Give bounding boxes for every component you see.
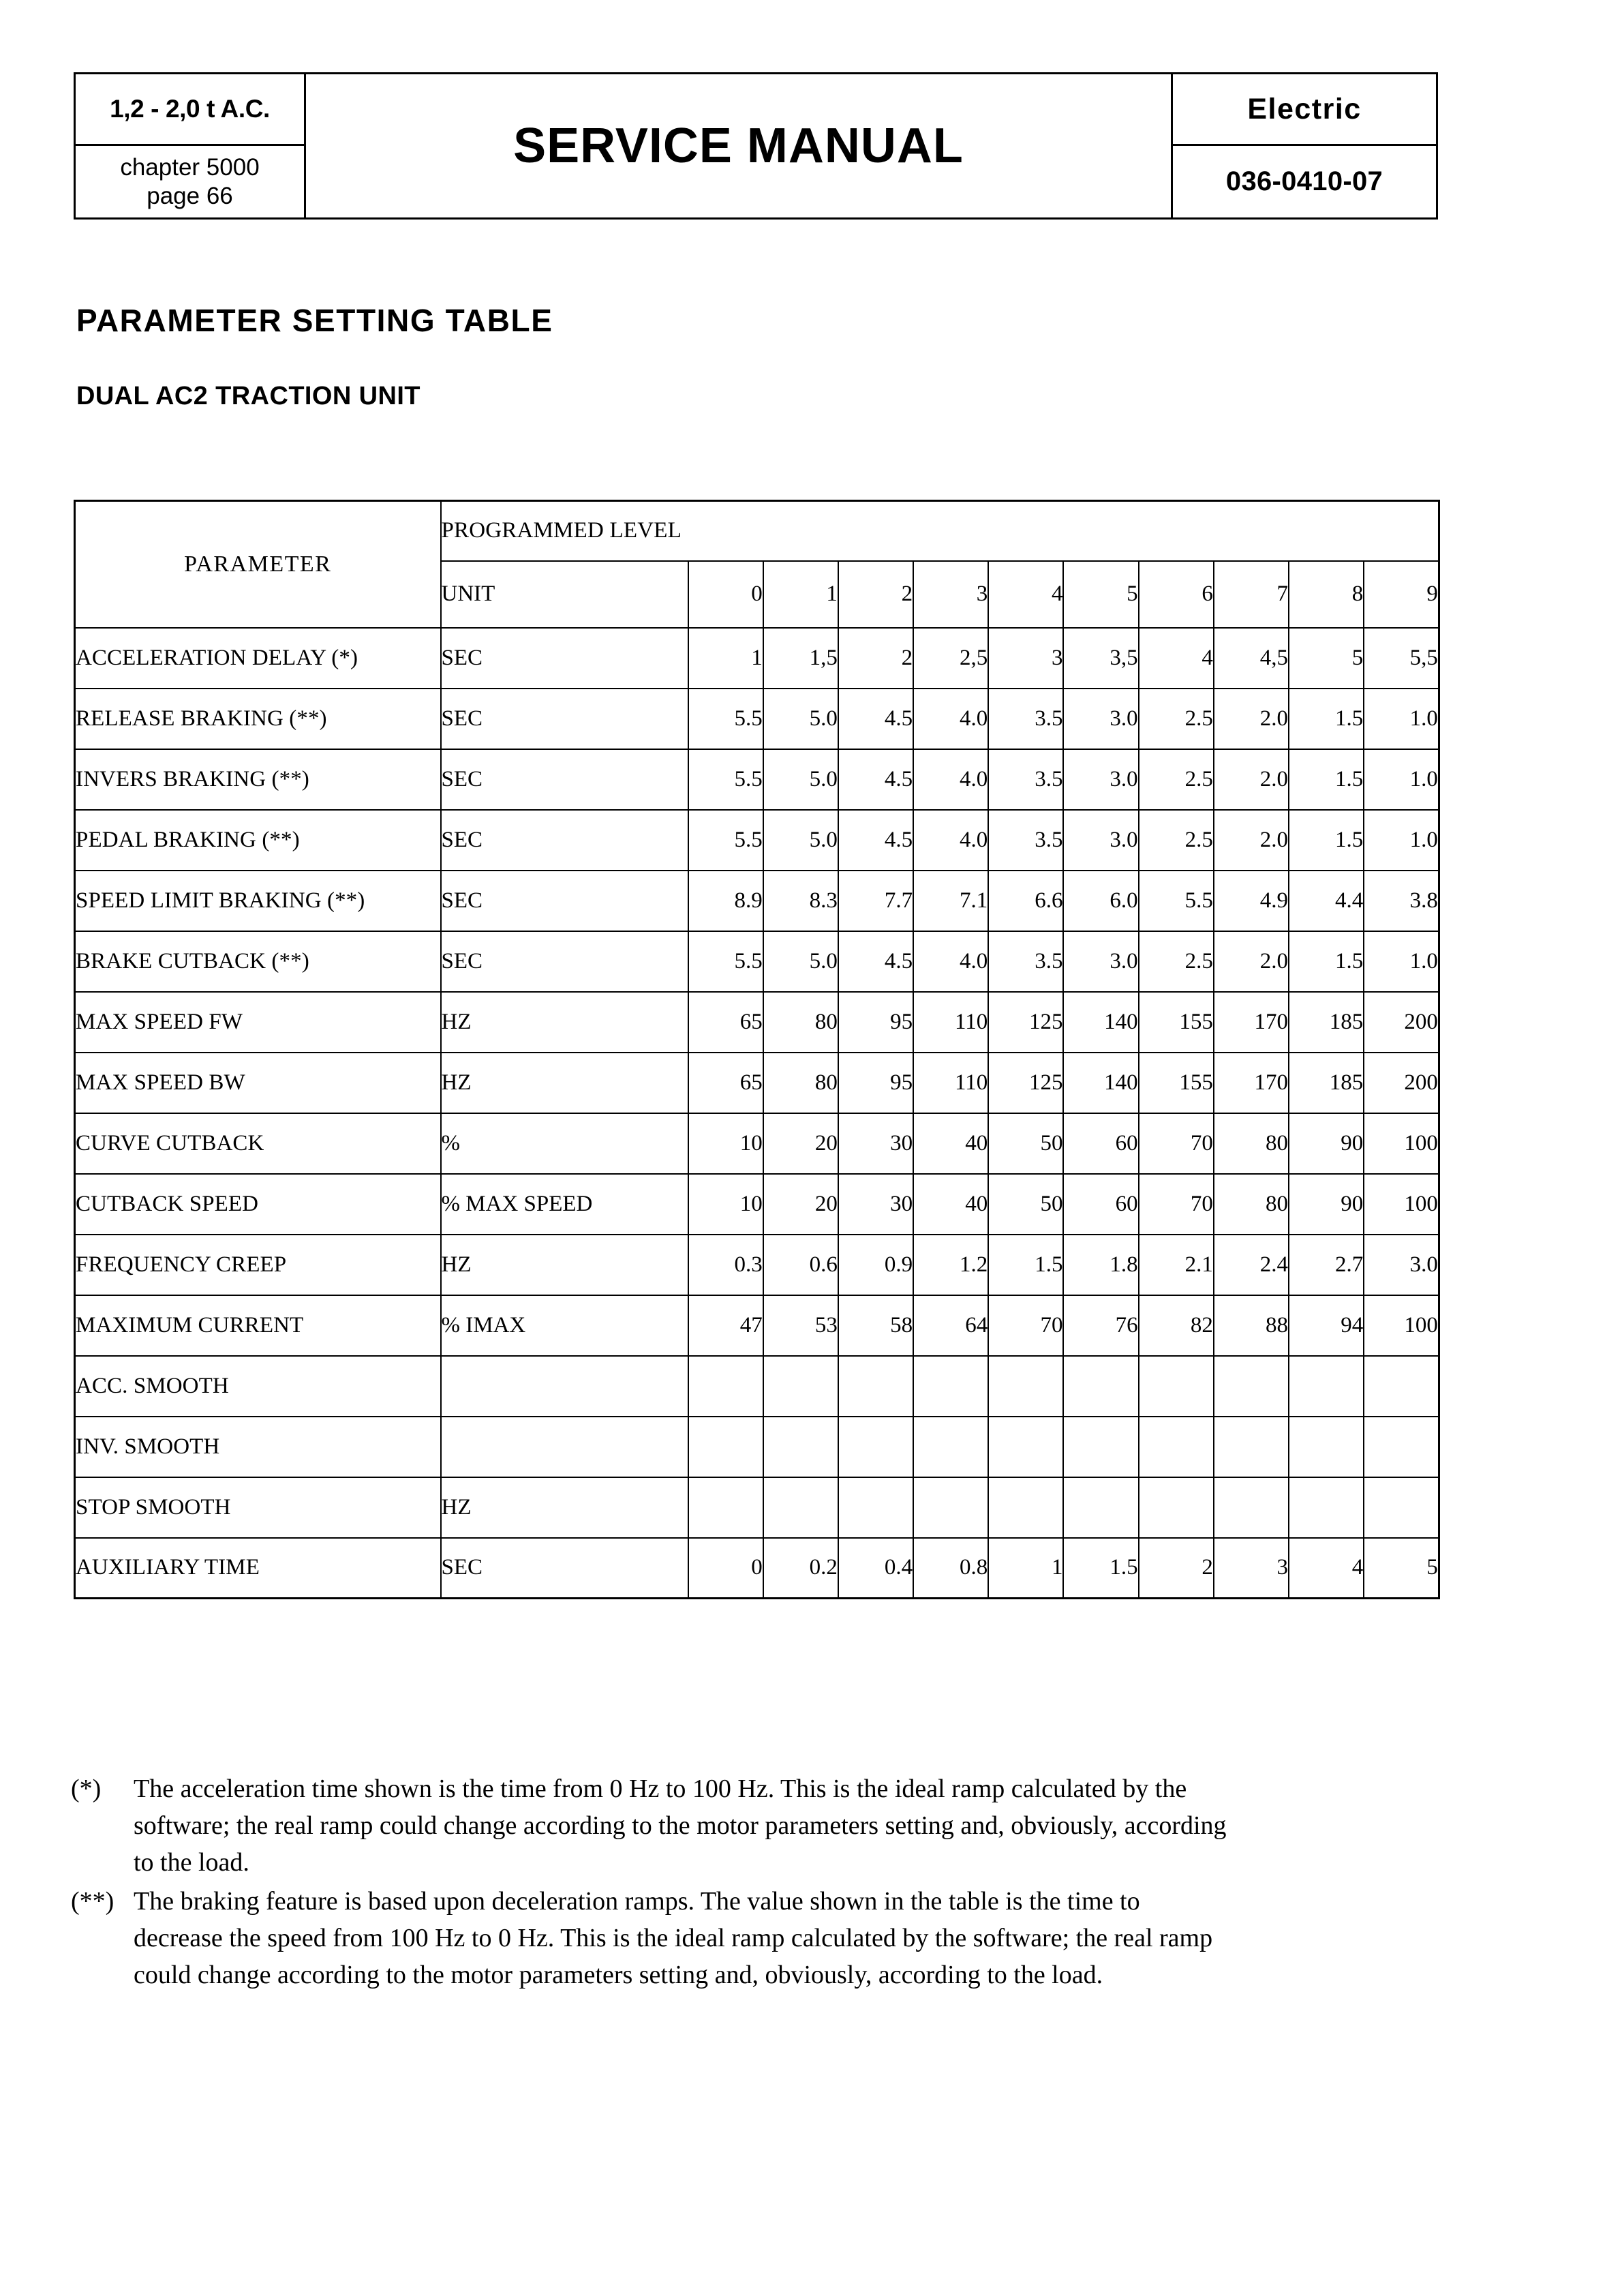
parameter-setting-table-wrapper	[74, 500, 1438, 1599]
table-row	[75, 992, 1439, 1053]
parameter-value-cell: 170	[1214, 1053, 1289, 1113]
footnote-text	[134, 1771, 1509, 1882]
parameter-value-cell: 100	[1364, 1113, 1439, 1174]
parameter-value-cell: 5.0	[763, 689, 838, 749]
parameter-setting-table	[74, 500, 1440, 1599]
parameter-value-cell: 100	[1364, 1174, 1439, 1235]
parameter-value-cell: 4,5	[1214, 628, 1289, 689]
parameter-value-cell	[1364, 1356, 1439, 1417]
parameter-value-cell: 4.0	[913, 810, 988, 871]
manual-title-cell	[306, 74, 1173, 217]
parameter-value-cell: 50	[988, 1174, 1063, 1235]
parameter-unit-cell: SEC	[441, 871, 688, 931]
parameter-value-cell: 30	[838, 1113, 913, 1174]
parameter-value-cell: 5.5	[688, 810, 763, 871]
footnote-line: The acceleration time shown is the time from 0 Hz to 100 Hz. This is the ideal ramp calculated by the	[134, 1774, 1187, 1803]
parameter-value-cell: 4.0	[913, 931, 988, 992]
parameter-value-cell	[1214, 1477, 1289, 1538]
parameter-value-cell: 2.0	[1214, 931, 1289, 992]
parameter-value-cell	[913, 1417, 988, 1477]
column-header-level-8: 8	[1289, 561, 1364, 628]
parameter-value-cell: 0	[688, 1538, 763, 1599]
parameter-value-cell: 1	[688, 628, 763, 689]
parameter-value-cell: 4.5	[838, 749, 913, 810]
parameter-value-cell	[913, 1356, 988, 1417]
parameter-name-cell: SPEED LIMIT BRAKING (**)	[75, 871, 441, 931]
parameter-value-cell: 4.5	[838, 689, 913, 749]
parameter-value-cell: 4.5	[838, 810, 913, 871]
footnote-double-asterisk	[71, 1884, 1509, 1995]
table-row	[75, 810, 1439, 871]
page-subtitle: DUAL AC2 TRACTION UNIT	[76, 382, 420, 410]
parameter-value-cell: 8.3	[763, 871, 838, 931]
parameter-value-cell	[913, 1477, 988, 1538]
parameter-value-cell: 60	[1063, 1113, 1138, 1174]
parameter-value-cell: 125	[988, 1053, 1063, 1113]
brand-cell	[1173, 74, 1436, 146]
parameter-value-cell	[988, 1356, 1063, 1417]
parameter-value-cell: 3.5	[988, 689, 1063, 749]
table-row	[75, 1538, 1439, 1599]
parameter-value-cell: 5	[1364, 1538, 1439, 1599]
table-row	[75, 1113, 1439, 1174]
document-header-block	[74, 72, 1438, 220]
parameter-value-cell: 95	[838, 992, 913, 1053]
parameter-value-cell: 1.5	[1289, 689, 1364, 749]
parameter-value-cell: 90	[1289, 1113, 1364, 1174]
table-row	[75, 1417, 1439, 1477]
parameter-value-cell: 5.0	[763, 749, 838, 810]
parameter-value-cell: 5.5	[688, 931, 763, 992]
table-header-row-top	[75, 501, 1439, 561]
table-row	[75, 1295, 1439, 1356]
parameter-value-cell: 1.5	[1063, 1538, 1138, 1599]
parameter-value-cell: 64	[913, 1295, 988, 1356]
parameter-value-cell: 7.7	[838, 871, 913, 931]
parameter-value-cell: 3.5	[988, 749, 1063, 810]
parameter-value-cell: 1.5	[1289, 749, 1364, 810]
parameter-value-cell: 1.0	[1364, 931, 1439, 992]
brand-label: Electric	[1247, 92, 1362, 125]
parameter-value-cell: 65	[688, 992, 763, 1053]
parameter-value-cell: 80	[1214, 1174, 1289, 1235]
parameter-value-cell: 7.1	[913, 871, 988, 931]
parameter-name-cell: INVERS BRAKING (**)	[75, 749, 441, 810]
parameter-value-cell: 2,5	[913, 628, 988, 689]
table-row	[75, 931, 1439, 992]
parameter-name-cell: ACCELERATION DELAY (*)	[75, 628, 441, 689]
column-header-level-6: 6	[1139, 561, 1214, 628]
parameter-value-cell: 10	[688, 1174, 763, 1235]
parameter-value-cell: 185	[1289, 992, 1364, 1053]
parameter-value-cell: 2.5	[1139, 689, 1214, 749]
table-row	[75, 1235, 1439, 1295]
parameter-value-cell: 5.5	[1139, 871, 1214, 931]
footnote-line: decrease the speed from 100 Hz to 0 Hz. This is the ideal ramp calculated by the software; the real ramp	[134, 1923, 1213, 1952]
footnotes-block	[71, 1771, 1509, 1995]
parameter-value-cell: 70	[988, 1295, 1063, 1356]
parameter-value-cell: 4.0	[913, 689, 988, 749]
parameter-value-cell: 170	[1214, 992, 1289, 1053]
parameter-value-cell	[838, 1356, 913, 1417]
parameter-value-cell: 0.3	[688, 1235, 763, 1295]
column-header-level-7: 7	[1214, 561, 1289, 628]
parameter-value-cell: 4.4	[1289, 871, 1364, 931]
parameter-value-cell	[763, 1477, 838, 1538]
parameter-name-cell: MAXIMUM CURRENT	[75, 1295, 441, 1356]
parameter-value-cell	[1214, 1356, 1289, 1417]
parameter-value-cell	[838, 1477, 913, 1538]
parameter-value-cell	[1214, 1417, 1289, 1477]
parameter-value-cell: 5.5	[688, 689, 763, 749]
parameter-value-cell: 76	[1063, 1295, 1138, 1356]
footnote-line: to the load.	[134, 1848, 249, 1877]
parameter-value-cell: 3.0	[1063, 810, 1138, 871]
parameter-unit-cell: SEC	[441, 628, 688, 689]
parameter-value-cell: 94	[1289, 1295, 1364, 1356]
parameter-value-cell	[688, 1417, 763, 1477]
column-header-level-0: 0	[688, 561, 763, 628]
parameter-value-cell: 2.7	[1289, 1235, 1364, 1295]
column-header-parameter: PARAMETER	[75, 501, 441, 628]
parameter-value-cell: 1.5	[988, 1235, 1063, 1295]
parameter-value-cell: 95	[838, 1053, 913, 1113]
model-label: 1,2 - 2,0 t A.C.	[110, 95, 270, 123]
parameter-value-cell	[988, 1417, 1063, 1477]
parameter-value-cell: 2.4	[1214, 1235, 1289, 1295]
table-row	[75, 628, 1439, 689]
parameter-value-cell: 3.0	[1063, 749, 1138, 810]
table-row	[75, 1174, 1439, 1235]
parameter-value-cell: 3.0	[1063, 689, 1138, 749]
parameter-value-cell: 110	[913, 1053, 988, 1113]
parameter-value-cell: 80	[763, 1053, 838, 1113]
parameter-unit-cell	[441, 1356, 688, 1417]
table-row	[75, 871, 1439, 931]
table-row	[75, 749, 1439, 810]
parameter-value-cell: 3.5	[988, 810, 1063, 871]
parameter-value-cell	[688, 1356, 763, 1417]
table-row	[75, 1356, 1439, 1417]
parameter-name-cell: FREQUENCY CREEP	[75, 1235, 441, 1295]
parameter-value-cell: 4.5	[838, 931, 913, 992]
footnote-line: software; the real ramp could change according to the motor parameters setting and, obviously, according	[134, 1811, 1227, 1841]
parameter-value-cell: 90	[1289, 1174, 1364, 1235]
parameter-value-cell: 2	[1139, 1538, 1214, 1599]
parameter-value-cell: 3.5	[988, 931, 1063, 992]
parameter-value-cell: 3.0	[1063, 931, 1138, 992]
parameter-value-cell: 2.0	[1214, 810, 1289, 871]
parameter-value-cell: 200	[1364, 992, 1439, 1053]
parameter-value-cell: 70	[1139, 1113, 1214, 1174]
parameter-value-cell: 2.5	[1139, 810, 1214, 871]
parameter-value-cell: 1.0	[1364, 749, 1439, 810]
parameter-unit-cell: % MAX SPEED	[441, 1174, 688, 1235]
parameter-unit-cell: HZ	[441, 1053, 688, 1113]
column-header-level-1: 1	[763, 561, 838, 628]
parameter-value-cell	[1289, 1417, 1364, 1477]
parameter-value-cell: 5	[1289, 628, 1364, 689]
parameter-value-cell: 47	[688, 1295, 763, 1356]
header-right-cell	[1173, 74, 1436, 217]
parameter-name-cell: BRAKE CUTBACK (**)	[75, 931, 441, 992]
parameter-value-cell: 2.5	[1139, 931, 1214, 992]
parameter-value-cell: 1,5	[763, 628, 838, 689]
parameter-value-cell: 0.6	[763, 1235, 838, 1295]
parameter-value-cell: 2.1	[1139, 1235, 1214, 1295]
parameter-unit-cell: SEC	[441, 689, 688, 749]
parameter-value-cell: 5.0	[763, 931, 838, 992]
parameter-value-cell: 10	[688, 1113, 763, 1174]
parameter-value-cell: 40	[913, 1113, 988, 1174]
parameter-value-cell: 5.5	[688, 749, 763, 810]
parameter-name-cell: CURVE CUTBACK	[75, 1113, 441, 1174]
parameter-value-cell: 1.0	[1364, 689, 1439, 749]
parameter-value-cell: 6.0	[1063, 871, 1138, 931]
parameter-value-cell: 1	[988, 1538, 1063, 1599]
parameter-name-cell: ACC. SMOOTH	[75, 1356, 441, 1417]
parameter-value-cell: 3	[1214, 1538, 1289, 1599]
parameter-unit-cell: HZ	[441, 1477, 688, 1538]
parameter-value-cell	[1139, 1477, 1214, 1538]
parameter-value-cell	[688, 1477, 763, 1538]
parameter-value-cell	[1139, 1356, 1214, 1417]
parameter-value-cell: 0.8	[913, 1538, 988, 1599]
parameter-value-cell: 20	[763, 1113, 838, 1174]
manual-title: SERVICE MANUAL	[513, 119, 964, 173]
parameter-value-cell: 4	[1289, 1538, 1364, 1599]
parameter-value-cell: 60	[1063, 1174, 1138, 1235]
parameter-value-cell	[1289, 1477, 1364, 1538]
parameter-unit-cell: HZ	[441, 992, 688, 1053]
parameter-value-cell: 1.5	[1289, 810, 1364, 871]
parameter-value-cell: 6.6	[988, 871, 1063, 931]
parameter-name-cell: MAX SPEED FW	[75, 992, 441, 1053]
footnote-marker: (**)	[71, 1886, 114, 1916]
parameter-unit-cell: SEC	[441, 1538, 688, 1599]
parameter-value-cell: 125	[988, 992, 1063, 1053]
parameter-value-cell: 185	[1289, 1053, 1364, 1113]
model-cell	[76, 74, 304, 146]
parameter-value-cell	[838, 1417, 913, 1477]
parameter-value-cell	[1364, 1477, 1439, 1538]
parameter-value-cell: 30	[838, 1174, 913, 1235]
parameter-name-cell: AUXILIARY TIME	[75, 1538, 441, 1599]
document-number-label: 036-0410-07	[1225, 166, 1383, 196]
parameter-value-cell: 155	[1139, 1053, 1214, 1113]
parameter-unit-cell: SEC	[441, 810, 688, 871]
column-header-level-3: 3	[913, 561, 988, 628]
column-header-level-5: 5	[1063, 561, 1138, 628]
footnote-line: The braking feature is based upon deceleration ramps. The value shown in the table is the time to	[134, 1886, 1140, 1916]
parameter-unit-cell: HZ	[441, 1235, 688, 1295]
parameter-value-cell: 155	[1139, 992, 1214, 1053]
parameter-value-cell	[763, 1356, 838, 1417]
parameter-value-cell: 88	[1214, 1295, 1289, 1356]
parameter-unit-cell	[441, 1417, 688, 1477]
parameter-value-cell: 4.0	[913, 749, 988, 810]
parameter-value-cell: 8.9	[688, 871, 763, 931]
page-label: page 66	[147, 182, 233, 209]
parameter-value-cell: 100	[1364, 1295, 1439, 1356]
parameter-name-cell: RELEASE BRAKING (**)	[75, 689, 441, 749]
parameter-value-cell: 2.5	[1139, 749, 1214, 810]
document-number-cell	[1173, 146, 1436, 217]
parameter-value-cell: 65	[688, 1053, 763, 1113]
parameter-unit-cell: %	[441, 1113, 688, 1174]
parameter-value-cell: 3.0	[1364, 1235, 1439, 1295]
table-row	[75, 689, 1439, 749]
parameter-value-cell	[763, 1417, 838, 1477]
parameter-value-cell: 0.9	[838, 1235, 913, 1295]
page-title: PARAMETER SETTING TABLE	[76, 303, 553, 338]
parameter-value-cell: 70	[1139, 1174, 1214, 1235]
column-header-level-2: 2	[838, 561, 913, 628]
parameter-value-cell: 5.0	[763, 810, 838, 871]
header-left-cell	[76, 74, 306, 217]
parameter-value-cell	[1289, 1356, 1364, 1417]
parameter-value-cell: 2	[838, 628, 913, 689]
parameter-value-cell	[1063, 1477, 1138, 1538]
parameter-value-cell: 200	[1364, 1053, 1439, 1113]
parameter-value-cell: 140	[1063, 1053, 1138, 1113]
parameter-value-cell	[1063, 1356, 1138, 1417]
parameter-unit-cell: SEC	[441, 931, 688, 992]
parameter-name-cell: MAX SPEED BW	[75, 1053, 441, 1113]
parameter-value-cell: 2.0	[1214, 749, 1289, 810]
parameter-value-cell: 1.8	[1063, 1235, 1138, 1295]
column-header-programmed-level: PROGRAMMED LEVEL	[441, 501, 1439, 561]
parameter-value-cell: 1.5	[1289, 931, 1364, 992]
parameter-value-cell	[1364, 1417, 1439, 1477]
parameter-value-cell: 1.2	[913, 1235, 988, 1295]
parameter-value-cell: 53	[763, 1295, 838, 1356]
parameter-value-cell: 0.2	[763, 1538, 838, 1599]
column-header-unit: UNIT	[441, 561, 688, 628]
column-header-level-9: 9	[1364, 561, 1439, 628]
parameter-value-cell: 3,5	[1063, 628, 1138, 689]
footnote-single-asterisk	[71, 1771, 1509, 1882]
chapter-label: chapter 5000	[120, 154, 260, 181]
parameter-name-cell: INV. SMOOTH	[75, 1417, 441, 1477]
parameter-unit-cell: % IMAX	[441, 1295, 688, 1356]
footnote-line: could change according to the motor parameters setting and, obviously, according to the load.	[134, 1960, 1103, 1989]
parameter-value-cell: 82	[1139, 1295, 1214, 1356]
table-row	[75, 1477, 1439, 1538]
parameter-value-cell: 4	[1139, 628, 1214, 689]
chapter-page-cell	[76, 146, 304, 217]
parameter-name-cell: PEDAL BRAKING (**)	[75, 810, 441, 871]
parameter-value-cell: 3.8	[1364, 871, 1439, 931]
parameter-value-cell	[1063, 1417, 1138, 1477]
parameter-value-cell	[1139, 1417, 1214, 1477]
parameter-value-cell: 50	[988, 1113, 1063, 1174]
parameter-value-cell: 80	[1214, 1113, 1289, 1174]
parameter-value-cell: 80	[763, 992, 838, 1053]
parameter-name-cell: STOP SMOOTH	[75, 1477, 441, 1538]
parameter-value-cell: 5,5	[1364, 628, 1439, 689]
parameter-value-cell: 140	[1063, 992, 1138, 1053]
parameter-value-cell	[988, 1477, 1063, 1538]
parameter-value-cell: 40	[913, 1174, 988, 1235]
parameter-name-cell: CUTBACK SPEED	[75, 1174, 441, 1235]
column-header-level-4: 4	[988, 561, 1063, 628]
parameter-value-cell: 1.0	[1364, 810, 1439, 871]
parameter-value-cell: 58	[838, 1295, 913, 1356]
parameter-unit-cell: SEC	[441, 749, 688, 810]
parameter-value-cell: 3	[988, 628, 1063, 689]
parameter-value-cell: 20	[763, 1174, 838, 1235]
parameter-value-cell: 0.4	[838, 1538, 913, 1599]
parameter-value-cell: 2.0	[1214, 689, 1289, 749]
parameter-value-cell: 4.9	[1214, 871, 1289, 931]
parameter-value-cell: 110	[913, 992, 988, 1053]
table-row	[75, 1053, 1439, 1113]
footnote-marker: (*)	[71, 1774, 102, 1803]
footnote-text	[134, 1884, 1509, 1995]
